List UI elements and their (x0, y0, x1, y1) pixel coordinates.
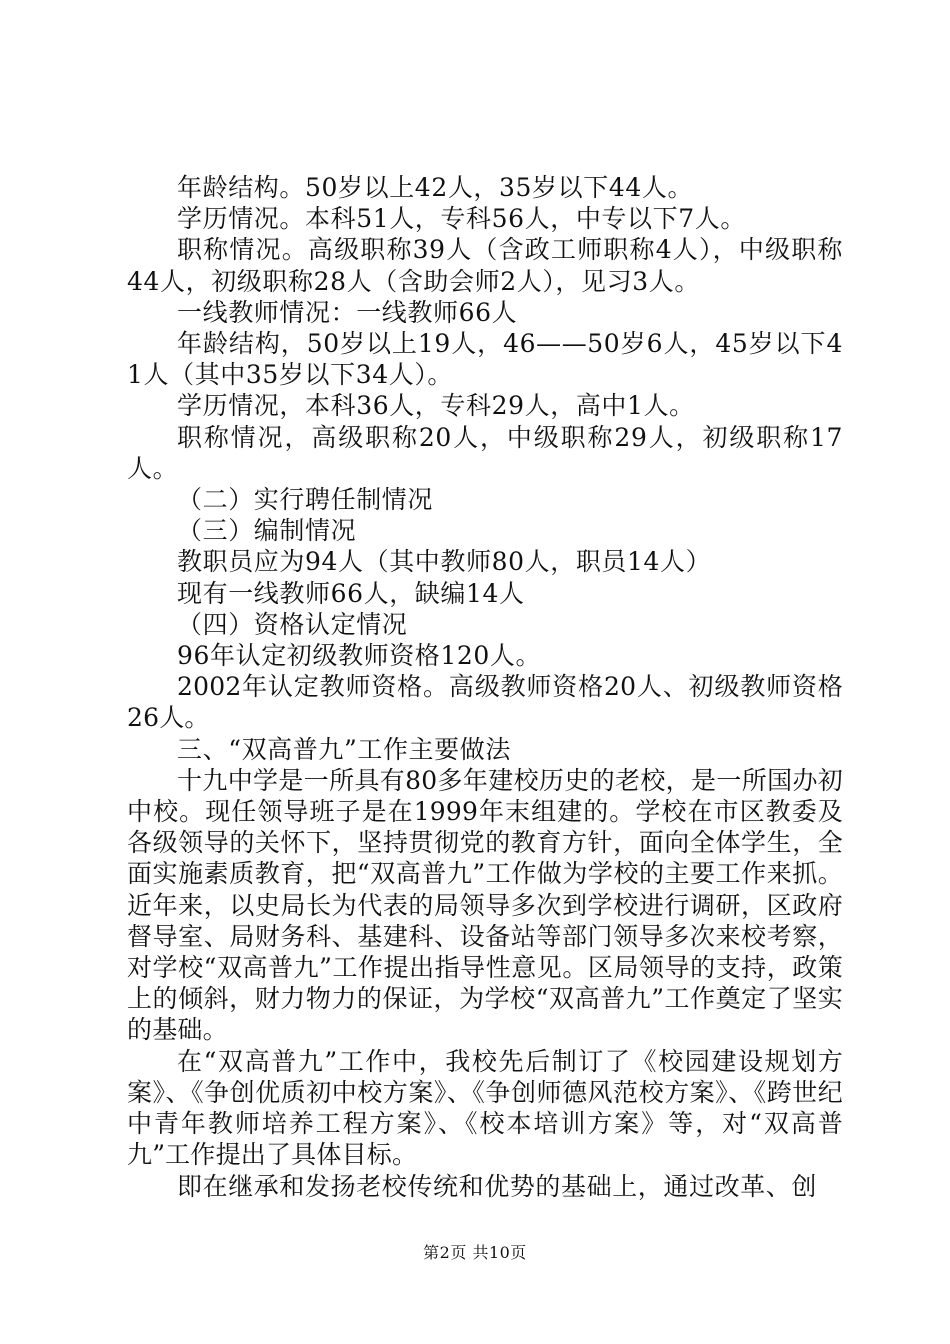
paragraph-education: 学历情况。本科51人，专科56人，中专以下7人。 (177, 204, 746, 234)
paragraph-age-structure: 年龄结构。50岁以上42人，35岁以下44人。 (177, 173, 694, 202)
paragraph-qualification-96: 96年认定初级教师资格120人。 (177, 641, 542, 671)
paragraph-qualification-2002: 2002年认定教师资格。高级教师资格20人、初级教师资格26人。 (127, 672, 843, 733)
paragraph-frontline-education: 学历情况，本科36人，专科29人，高中1人。 (177, 391, 695, 421)
paragraph-frontline-teachers: 一线教师情况：一线教师66人 (177, 297, 518, 327)
paragraph-school-overview: 十九中学是一所具有80多年建校历史的老校，是一所国办初中校。现任领导班子是在1999年末组建的。学校在市区教委及各级领导的关怀下，坚持贯彻党的教育方针，面向全体学生，全面实施素质教育，把“双高普九”工作做为学校的主要工作来抓。近年来，以史局长为代表的局领导多次到学校进行调研，区政府督导室、局财务科、基建科、设备站等部门领导多次来校考察，对学校“双高普九”工作提出指导性意见。区局领导的支持，政策上的倾斜，财力物力的保证，为学校“双高普九”工作奠定了坚实的基础。 (127, 765, 843, 1045)
paragraph-titles: 职称情况。高级职称39人（含政工师职称4人），中级职称44人，初级职称28人（含助会师2人），见习3人。 (127, 235, 843, 296)
document-body (127, 172, 843, 1202)
paragraph-frontline-titles: 职称情况，高级职称20人，中级职称29人，初级职称17人。 (127, 422, 843, 483)
paragraph-staff-shortage: 现有一线教师66人，缺编14人 (177, 578, 525, 608)
paragraph-plans: 在“双高普九”工作中，我校先后制订了《校园建设规划方案》、《争创优质初中校方案》、《争创师德风范校方案》、《跨世纪中青年教师培养工程方案》、《校本培训方案》等，对“双高普九”工作提出了具体目标。 (127, 1046, 843, 1170)
page-footer: 第2页 共10页 (423, 1243, 527, 1262)
paragraph-continuation: 即在继承和发扬老校传统和优势的基础上，通过改革、创 (177, 1171, 818, 1201)
section-heading-staffing: （三）编制情况 (177, 516, 357, 546)
section-heading-qualification: （四）资格认定情况 (177, 609, 408, 639)
paragraph-staff-quota: 教职员应为94人（其中教师80人，职员14人） (177, 547, 712, 577)
section-heading-appointment: （二）实行聘任制情况 (177, 485, 434, 515)
paragraph-frontline-age: 年龄结构，50岁以上19人，46——50岁6人，45岁以下41人（其中35岁以下34人）。 (127, 329, 843, 390)
section-heading-main-practices: 三、“双高普九”工作主要做法 (177, 734, 511, 764)
